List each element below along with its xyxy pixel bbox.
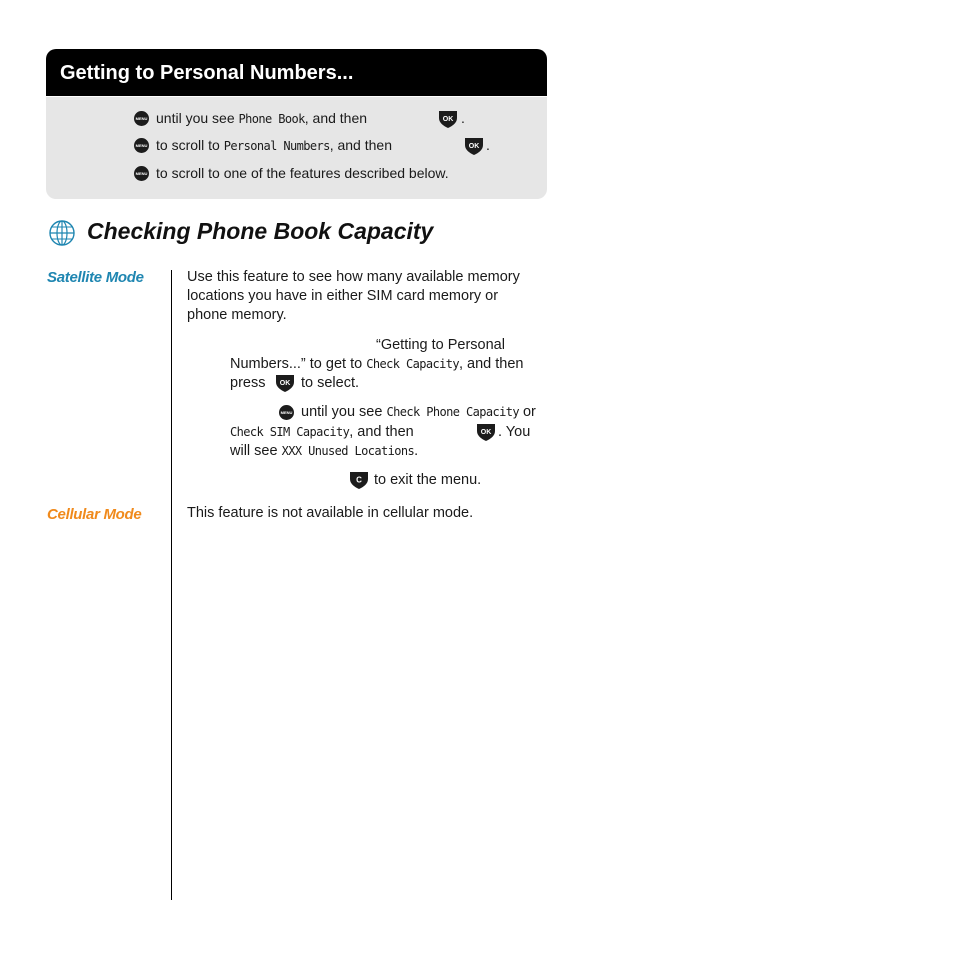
satellite-mode-label: Satellite Mode [47, 269, 144, 286]
step2-line1: until you see Check Phone Capacity or [301, 404, 536, 420]
step2-you: . You [498, 424, 531, 440]
svg-text:OK: OK [468, 143, 480, 150]
cellular-text: This feature is not available in cellular mode. [187, 505, 474, 521]
step2-line2: Check SIM Capacity, and then [230, 424, 414, 440]
menu-key-icon [279, 405, 294, 420]
section-header [46, 49, 547, 96]
globe-icon [48, 219, 76, 247]
step1-reference: “Getting to Personal [376, 337, 505, 353]
satellite-intro: Use this feature to see how many available memory locations you have in either SIM card memory or phone memory. [187, 269, 520, 323]
svg-text:OK: OK [279, 380, 291, 387]
cellular-mode-label: Cellular Mode [47, 506, 142, 523]
step1-select: to select. [301, 375, 360, 391]
step-3-text: to scroll to one of the features described below. [156, 165, 449, 181]
vertical-divider [171, 270, 172, 900]
step1-press: press [230, 375, 266, 391]
steps-panel: MENU until you see Phone Book, and then OK . MENU to scroll to Personal Numbers, and then OK . MENU to scroll to one of the features described below. [46, 97, 547, 199]
ok-key-icon [275, 373, 295, 393]
ok-key-icon [464, 136, 484, 156]
svg-text:OK: OK [442, 116, 454, 123]
c-key-icon [349, 470, 369, 490]
step1-line2: Numbers...” to get to Check Capacity, and then [230, 356, 524, 372]
menu-key-icon [134, 111, 149, 126]
step2-line3: will see XXX Unused Locations. [230, 443, 419, 459]
menu-key-icon [134, 166, 149, 181]
svg-text:OK: OK [480, 429, 492, 436]
step-2-text: to scroll to Personal Numbers, and then [156, 137, 392, 153]
menu-key-icon [134, 138, 149, 153]
header-title: Getting to Personal Numbers... [60, 62, 354, 84]
step-1-text: until you see Phone Book, and then [156, 110, 368, 126]
ok-key-icon [476, 422, 496, 442]
step3-text: to exit the menu. [374, 472, 482, 488]
svg-text:C: C [356, 475, 362, 485]
section-title: Checking Phone Book Capacity [87, 218, 434, 244]
ok-key-icon [438, 109, 458, 129]
